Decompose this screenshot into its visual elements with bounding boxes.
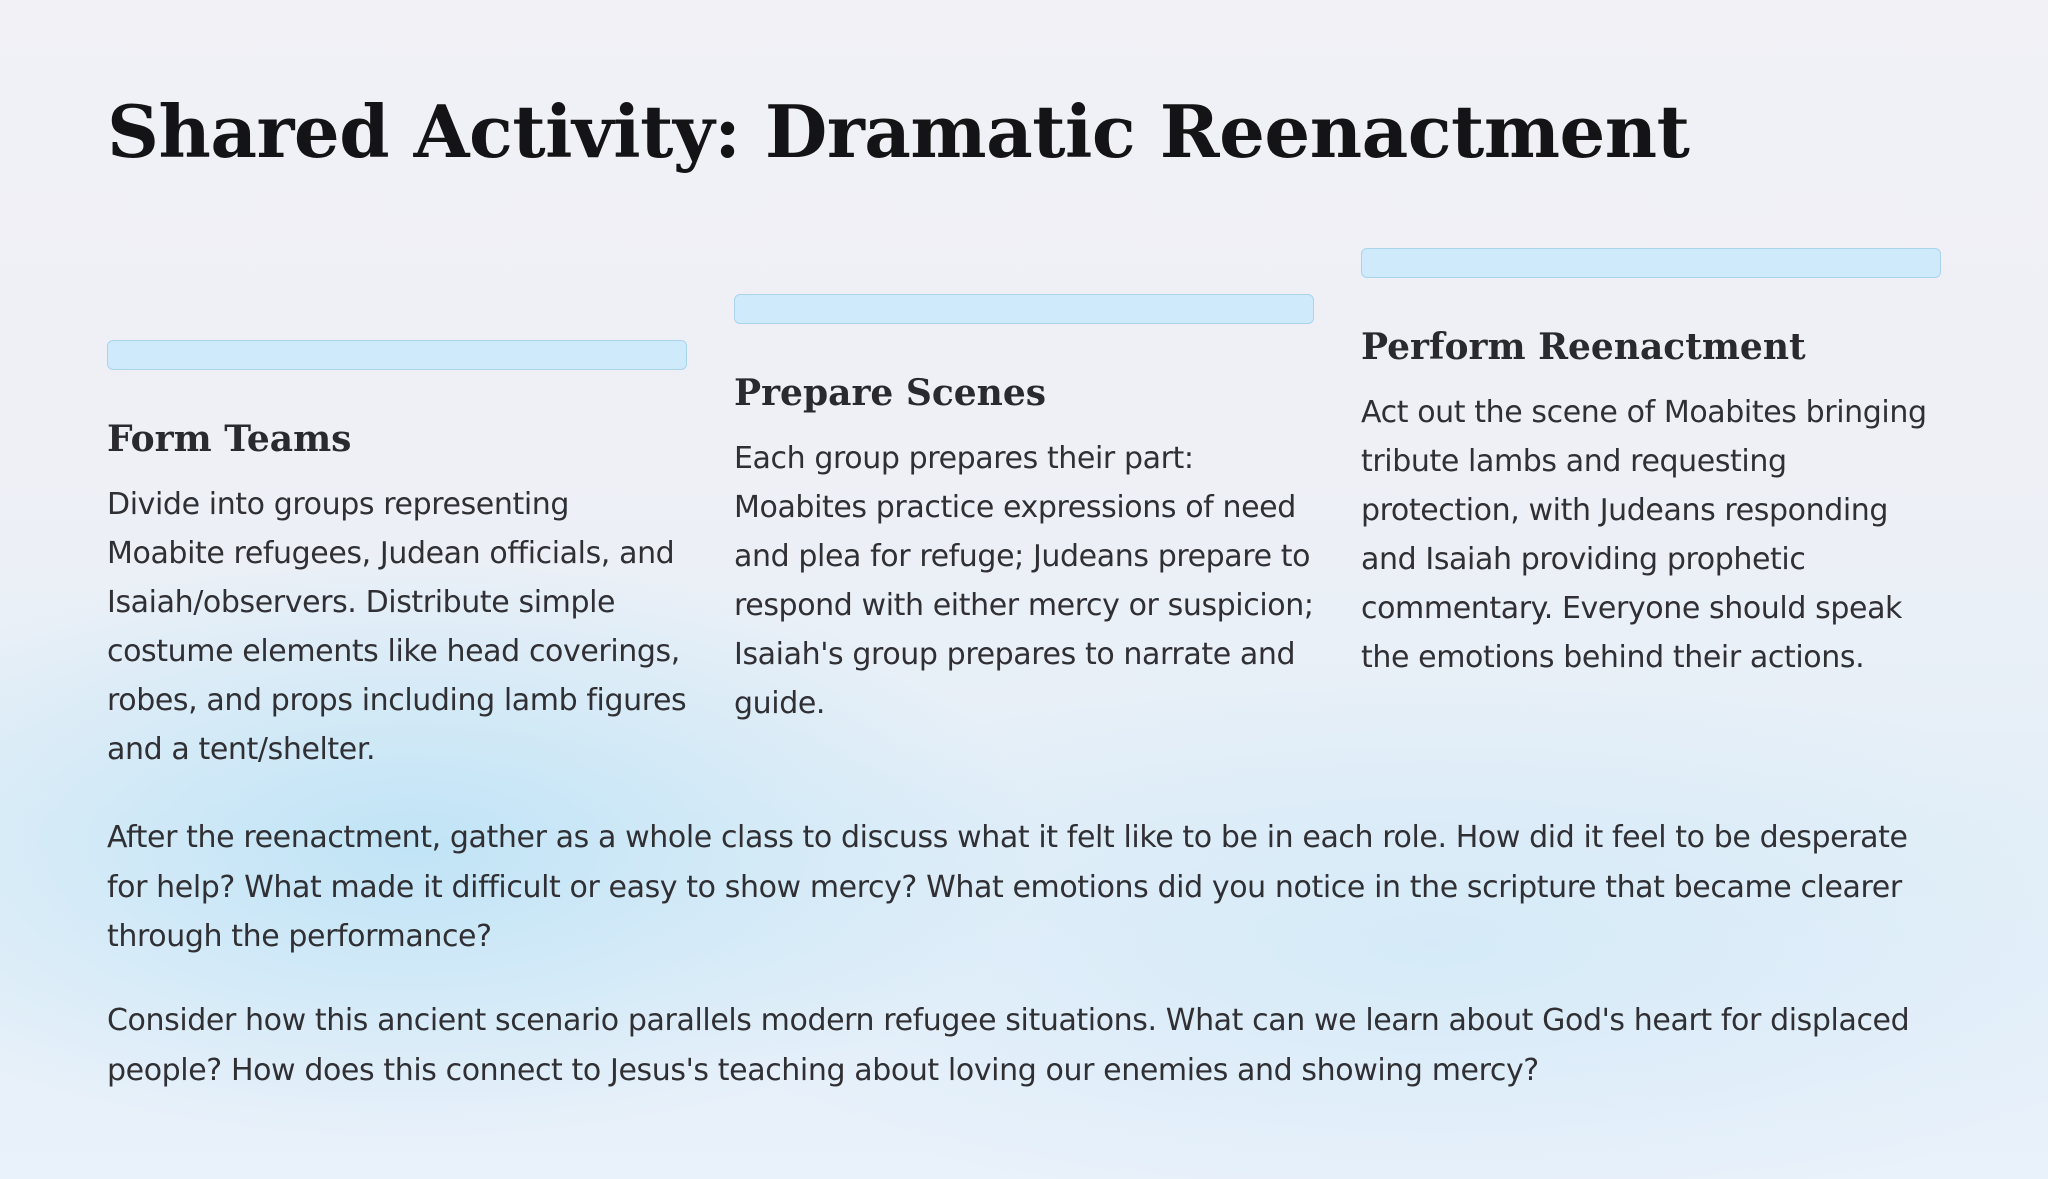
step-card-form-teams [107,340,687,774]
step-accent-bar [734,294,1314,324]
discussion-paragraph: After the reenactment, gather as a whole class to discuss what it felt like to be in each role. How did it feel to be desperate for help? What made it difficult or easy to show mercy? What emotions did you notice in the scripture that became clearer through the performance? [107,820,1908,954]
step-card-prepare-scenes [734,294,1314,728]
step-card-perform-reenactment [1361,248,1941,682]
step-accent-bar [107,340,687,370]
step-heading: Perform Reenactment [1361,326,1806,368]
step-heading: Prepare Scenes [734,372,1047,414]
step-description: Divide into groups representing Moabite refugees, Judean officials, and Isaiah/observers. Distribute simple costume elements like head coverings, robes, and props including lamb figures and a tent/shelter. [107,487,687,767]
reflection-paragraph: Consider how this ancient scenario parallels modern refugee situations. What can we learn about God's heart for displaced people? How does this connect to Jesus's teaching about loving our enemies and showing mercy? [107,1003,1910,1088]
step-heading: Form Teams [107,418,352,460]
step-description: Act out the scene of Moabites bringing tribute lambs and requesting protection, with Judeans responding and Isaiah providing prophetic commentary. Everyone should speak the emotions behind their actions. [1361,395,1927,675]
page-title: Shared Activity: Dramatic Reenactment [107,89,1690,174]
step-description: Each group prepares their part: Moabites practice expressions of need and plea for refuge; Judeans prepare to respond with either mercy or suspicion; Isaiah's group prepares to narrate and guide. [734,441,1314,721]
step-accent-bar [1361,248,1941,278]
